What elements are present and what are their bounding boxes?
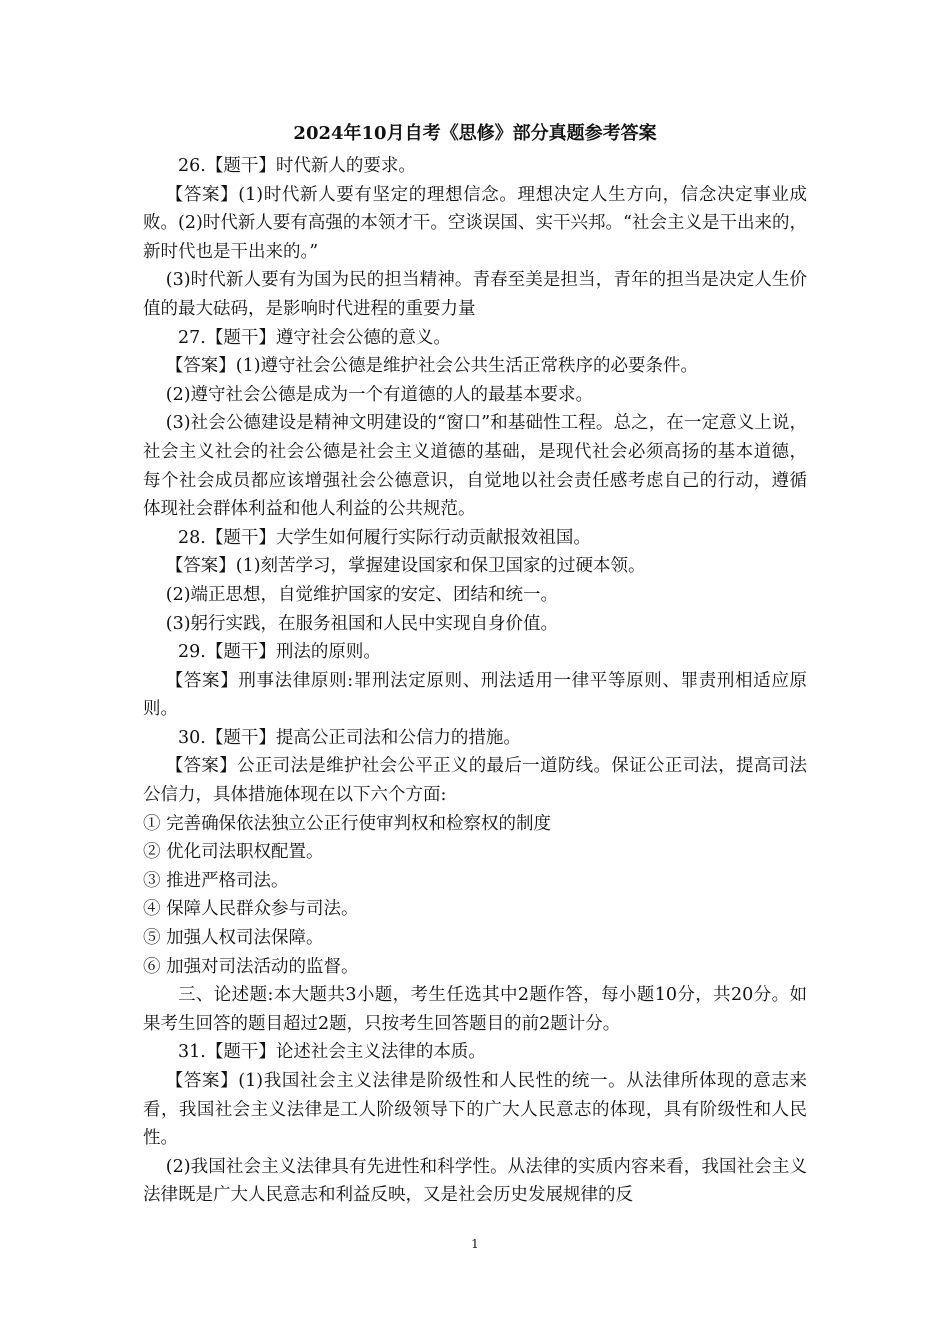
question-31-answer: 【答案】(1)我国社会主义法律是阶级性和人民性的统一。从法律所体现的意志来看，我国社会主义法律是工人阶级领导下的广大人民意志的体现，具有阶级性和人民性。 bbox=[143, 1071, 807, 1149]
question-29-stem: 29.【题干】刑法的原则。 bbox=[178, 642, 381, 663]
question-29-answer: 【答案】刑事法律原则:罪刑法定原则、刑法适用一律平等原则、罪责刑相适应原则。 bbox=[143, 670, 807, 720]
question-28-answer: 【答案】(1)刻苦学习，掌握建设国家和保卫国家的过硬本领。 bbox=[165, 556, 646, 577]
question-30-stem: 30.【题干】提高公正司法和公信力的措施。 bbox=[178, 727, 521, 748]
question-30-measure-5: ⑤ 加强人权司法保障。 bbox=[143, 928, 324, 949]
question-28-answer-point-2: (2)端正思想，自觉维护国家的安定、团结和统一。 bbox=[165, 584, 559, 605]
question-27-answer-point-2: (2)遵守社会公德是成为一个有道德的人的最基本要求。 bbox=[165, 384, 594, 405]
question-26-answer: 【答案】(1)时代新人要有坚定的理想信念。理想决定人生方向，信念决定事业成败。(2)时代新人要有高强的本领才干。空谈误国、实干兴邦。“社会主义是干出来的，新时代也是干出来的。” bbox=[143, 184, 807, 262]
question-30-measure-2: ② 优化司法职权配置。 bbox=[143, 842, 324, 863]
question-27-stem: 27.【题干】遵守社会公德的意义。 bbox=[178, 327, 451, 348]
question-28-answer-point-3: (3)躬行实践，在服务祖国和人民中实现自身价值。 bbox=[165, 613, 559, 634]
document-body bbox=[143, 152, 807, 1210]
question-27-answer: 【答案】(1)遵守社会公德是维护社会公共生活正常秩序的必要条件。 bbox=[165, 356, 699, 377]
page-number: 1 bbox=[471, 1237, 479, 1251]
document-title: 2024年10月自考《思修》部分真题参考答案 bbox=[293, 123, 657, 144]
question-28-stem: 28.【题干】大学生如何履行实际行动贡献报效祖国。 bbox=[178, 527, 591, 548]
question-30-measure-4: ④ 保障人民群众参与司法。 bbox=[143, 899, 359, 920]
question-31-answer-point-2: (2)我国社会主义法律具有先进性和科学性。从法律的实质内容来看，我国社会主义法律既是广大人民意志和利益反映，又是社会历史发展规律的反 bbox=[143, 1156, 807, 1206]
question-27-answer-point-3: (3)社会公德建设是精神文明建设的“窗口”和基础性工程。总之，在一定意义上说，社会主义社会的社会公德是社会主义道德的基础，是现代社会必须高扬的基本道德，每个社会成员都应该增强社会公德意识，自觉地以社会责任感考虑自己的行动，遵循体现社会群体利益和他人利益的公共规范。 bbox=[143, 413, 807, 520]
question-31-stem: 31.【题干】论述社会主义法律的本质。 bbox=[178, 1042, 486, 1063]
question-26-answer-point-3: (3)时代新人要有为国为民的担当精神。青春至美是担当，青年的担当是决定人生价值的最大砝码，是影响时代进程的重要力量 bbox=[143, 270, 807, 319]
question-30-answer: 【答案】公正司法是维护社会公平正义的最后一道防线。保证公正司法，提高司法公信力，具体措施体现在以下六个方面: bbox=[143, 756, 807, 806]
question-30-measure-3: ③ 推进严格司法。 bbox=[143, 870, 289, 891]
question-26-stem: 26.【题干】时代新人的要求。 bbox=[178, 156, 416, 176]
question-30-measure-1: ① 完善确保依法独立公正行使审判权和检察权的制度 bbox=[143, 813, 552, 834]
essay-section-heading: 三、论述题:本大题共3小题，考生任选其中2题作答，每小题10分，共20分。如果考生回答的题目超过2题，只按考生回答题目的前2题计分。 bbox=[143, 985, 807, 1034]
question-30-measure-6: ⑥ 加强对司法活动的监督。 bbox=[143, 956, 359, 977]
